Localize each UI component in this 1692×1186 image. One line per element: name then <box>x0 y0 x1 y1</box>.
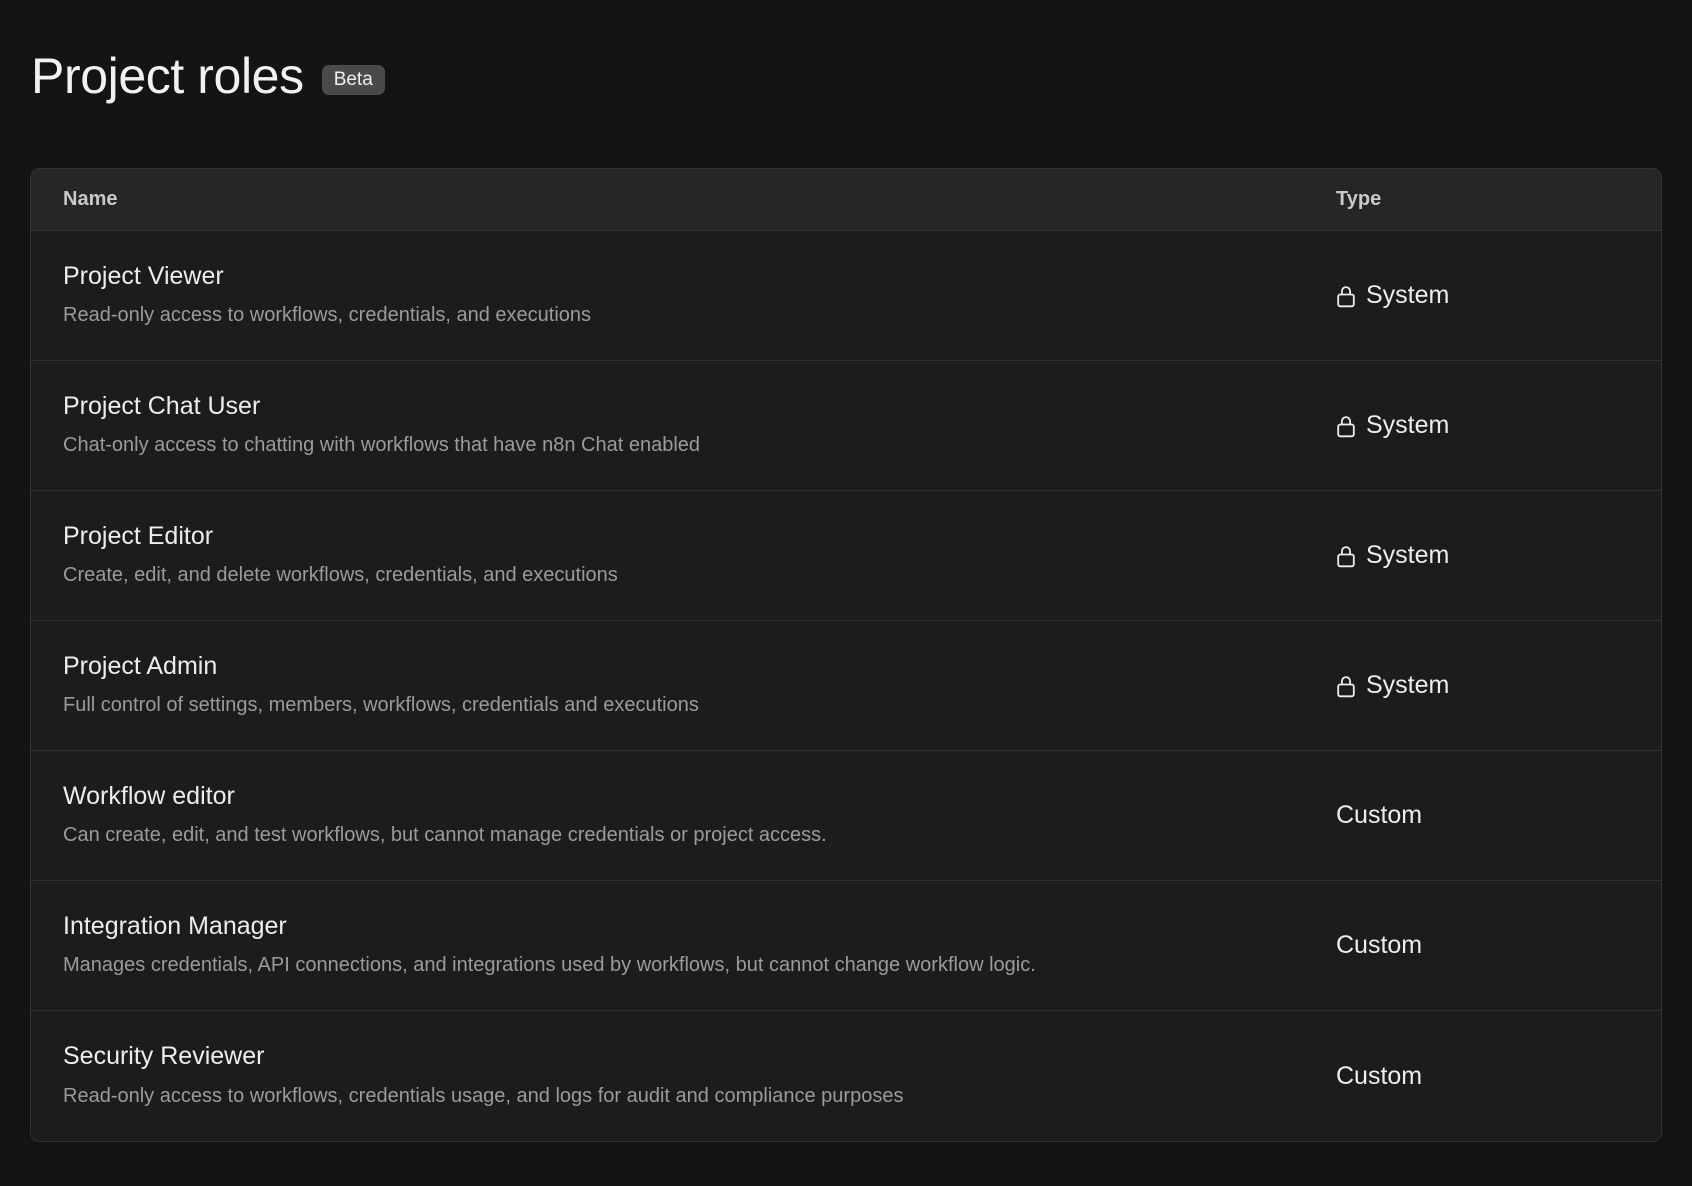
role-description: Full control of settings, members, workflows, credentials and executions <box>63 694 699 717</box>
table-row[interactable] <box>31 751 1661 881</box>
role-name: Project Editor <box>63 521 214 550</box>
role-type <box>1336 801 1661 830</box>
role-description: Can create, edit, and test workflows, but cannot manage credentials or project access. <box>63 824 827 847</box>
column-header-type: Type <box>1336 188 1382 210</box>
role-type-label: System <box>1366 411 1450 439</box>
role-type-label: System <box>1366 671 1450 699</box>
role-type <box>1336 541 1661 570</box>
role-type <box>1336 281 1661 310</box>
table-row[interactable] <box>31 491 1661 621</box>
role-type <box>1336 411 1661 440</box>
role-type-label: Custom <box>1336 801 1423 829</box>
page-title: Project roles <box>31 48 304 104</box>
table-header-row <box>31 169 1661 231</box>
role-type <box>1336 671 1661 700</box>
table-row[interactable] <box>31 231 1661 361</box>
role-name-cell <box>31 391 1316 460</box>
lock-icon <box>1336 414 1356 438</box>
role-type-cell <box>1316 1062 1661 1091</box>
table-row[interactable] <box>31 1011 1661 1141</box>
role-type-cell <box>1316 281 1661 310</box>
table-row[interactable] <box>31 361 1661 491</box>
role-type <box>1336 931 1661 960</box>
lock-icon <box>1336 544 1356 568</box>
project-roles-table <box>30 168 1662 1142</box>
page-header <box>30 30 1662 122</box>
column-header-name: Name <box>63 188 118 210</box>
role-name: Project Viewer <box>63 261 224 290</box>
role-type-cell <box>1316 931 1661 960</box>
lock-icon <box>1336 284 1356 308</box>
role-name: Project Chat User <box>63 391 261 420</box>
role-name: Security Reviewer <box>63 1042 265 1071</box>
role-name: Project Admin <box>63 651 218 680</box>
role-description: Manages credentials, API connections, and integrations used by workflows, but cannot change workflow logic. <box>63 954 1036 977</box>
role-name-cell <box>31 651 1316 720</box>
role-type-label: Custom <box>1336 1061 1423 1090</box>
role-name-cell <box>31 521 1316 590</box>
role-description: Read-only access to workflows, credentials, and executions <box>63 304 592 327</box>
role-type-cell <box>1316 411 1661 440</box>
table-row[interactable] <box>31 621 1661 751</box>
role-type-label: System <box>1366 541 1450 569</box>
role-name: Integration Manager <box>63 911 287 940</box>
role-name-cell <box>31 261 1316 330</box>
role-name-cell <box>31 1041 1316 1110</box>
role-type-label: Custom <box>1336 931 1423 959</box>
role-type-cell <box>1316 801 1661 830</box>
role-name-cell <box>31 911 1316 980</box>
role-name: Workflow editor <box>63 781 235 810</box>
column-header-name-cell <box>31 188 1316 211</box>
role-type-label: System <box>1366 281 1450 309</box>
role-name-cell <box>31 781 1316 850</box>
role-description: Chat-only access to chatting with workflows that have n8n Chat enabled <box>63 434 701 457</box>
role-description: Read-only access to workflows, credentials usage, and logs for audit and compliance purposes <box>63 1084 904 1107</box>
role-description: Create, edit, and delete workflows, credentials, and executions <box>63 564 618 587</box>
role-type-cell <box>1316 671 1661 700</box>
table-body <box>31 231 1661 1141</box>
table-row[interactable] <box>31 881 1661 1011</box>
beta-badge: Beta <box>322 65 385 95</box>
column-header-type-cell <box>1316 188 1661 211</box>
lock-icon <box>1336 674 1356 698</box>
role-type-cell <box>1316 541 1661 570</box>
role-type <box>1336 1062 1661 1091</box>
